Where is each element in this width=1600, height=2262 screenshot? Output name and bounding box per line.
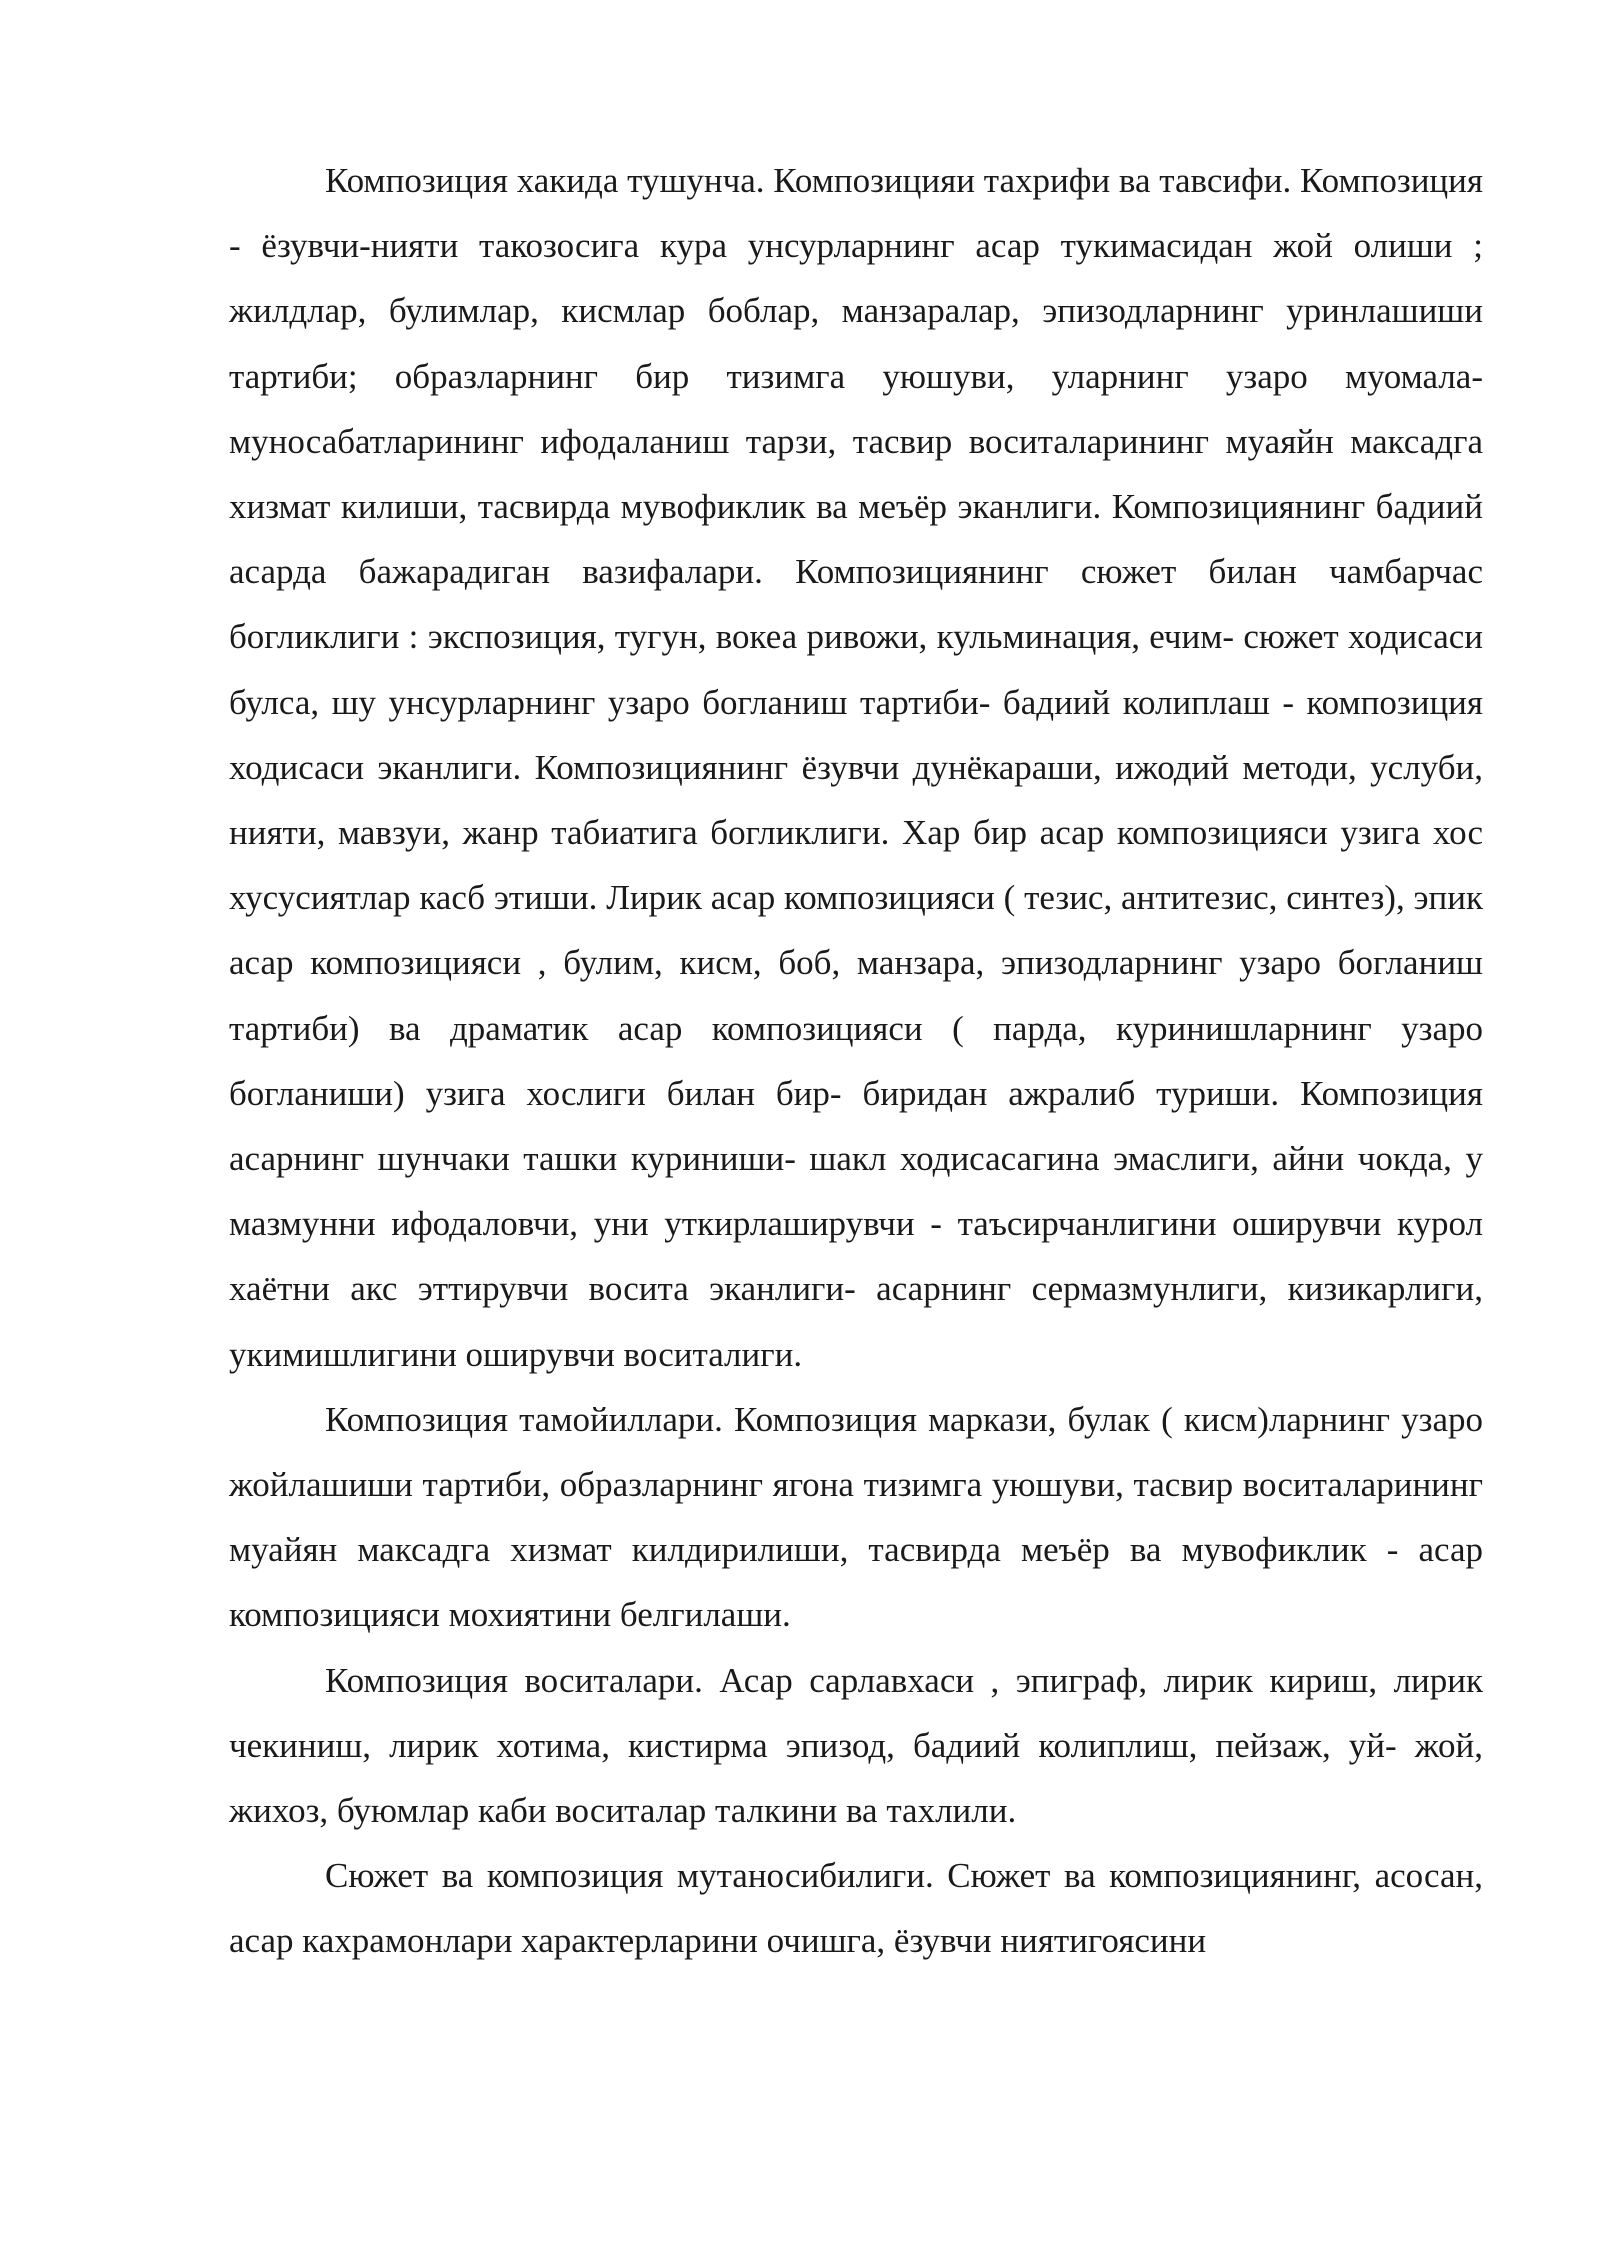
paragraph-composition-principles: Композиция тамойиллари. Композиция маркази, булак ( кисм)ларнинг узаро жойлашиши тартиби, образларнинг ягона тизимга уюшуви, тасвир воситаларининг муайян максадга хизмат килдирилиши, тасвирда меъёр ва мувофиклик - асар композицияси мохиятини белгилаши.: [229, 1399, 1483, 1635]
document-body: [229, 148, 1483, 1974]
paragraph-composition-concept: Композиция хакида тушунча. Композицияи тахрифи ва тавсифи. Композиция - ёзувчи-нияти такозосига кура унсурларнинг асар тукимасидан жой олиши ; жилдлар, булимлар, кисмлар боблар, манзаралар, эпизодларнинг уринлашиши тартиби; образларнинг бир тизимга уюшуви, уларнинг узаро муомала- муносабатларининг ифодаланиш тарзи, тасвир воситаларининг муаяйн максадга хизмат килиши, тасвирда мувофиклик ва меъёр эканлиги. Композициянинг бадиий асарда бажарадиган вазифалари. Композициянинг сюжет билан чамбарчас богликлиги : экспозиция, тугун, вокеа ривожи, кульминация, ечим- сюжет ходисаси булса, шу унсурларнинг узаро богланиш тартиби- бадиий колиплаш - композиция ходисаси эканлиги. Композициянинг ёзувчи дунёкараши, ижодий методи, услуби, нияти, мавзуи, жанр табиатига богликлиги. Хар бир асар композицияси узига хос хусусиятлар касб этиши. Лирик асар композицияси ( тезис, антитезис, синтез), эпик асар композицияси , булим, кисм, боб, манзара, эпизодларнинг узаро богланиш тартиби) ва драматик асар композицияси ( парда, куринишларнинг узаро богланиши) узига хослиги билан бир- биридан ажралиб туриши. Композиция асарнинг шунчаки ташки куриниши- шакл ходисасагина эмаслиги, айни чокда, у мазмунни ифодаловчи, уни уткирлаширувчи - таъсирчанлигини оширувчи курол хаётни акс эттирувчи восита эканлиги- асарнинг сермазмунлиги, кизикарлиги, укимишлигини оширувчи воситалиги.: [229, 161, 1483, 1374]
paragraph-plot-and-composition: Сюжет ва композиция мутаносибилиги. Сюжет ва композициянинг, асосан, асар кахрамонлари характерларини очишга, ёзувчи ниятигоясини: [229, 1856, 1483, 1961]
paragraph-composition-means: Композиция воситалари. Асар сарлавхаси , эпиграф, лирик кириш, лирик чекиниш, лирик хотима, кистирма эпизод, бадиий колиплиш, пейзаж, уй- жой, жихоз, буюмлар каби воситалар талкини ва тахлили.: [229, 1660, 1483, 1831]
